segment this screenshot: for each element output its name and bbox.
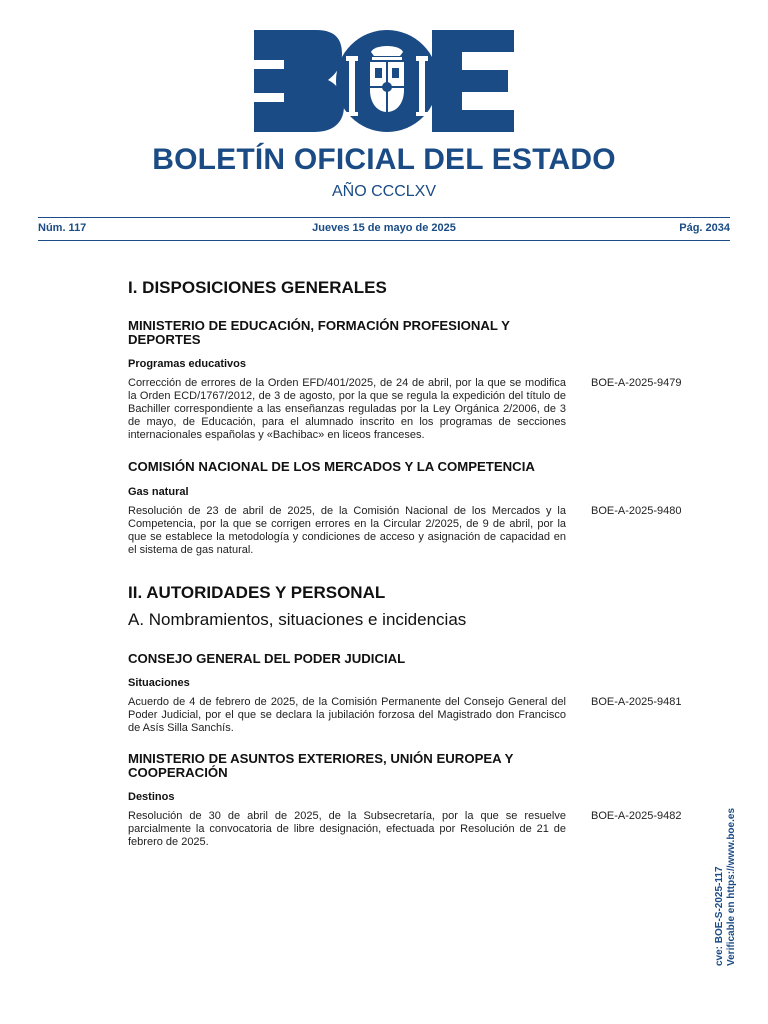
entry-text: Corrección de errores de la Orden EFD/401/2025, de 24 de abril, por la que se modifica la Orden ECD/1767/2012, de 3 de agosto, por la que se regula la expedición del título de Bachiller correspondiente a las enseñanzas reguladas por la Ley Orgánica 2/2006, de 3 de mayo, de Educación, para el alumnado inscrito en los programas de secciones internacionales españolas y «Bachibac» en liceos franceses.: [128, 377, 566, 441]
issue-date: Jueves 15 de mayo de 2025: [312, 222, 456, 234]
entry-reference-link[interactable]: BOE-A-2025-9482: [591, 810, 682, 822]
summary-entry: [128, 377, 728, 442]
header-rule-bottom: [38, 240, 730, 241]
subsection-title: A. Nombramientos, situaciones e incidencias: [128, 610, 467, 629]
entry-reference-link[interactable]: BOE-A-2025-9481: [591, 696, 682, 708]
summary-entry: [128, 810, 728, 849]
summary-entry: [128, 696, 728, 735]
category-heading: Situaciones: [128, 677, 190, 689]
boe-logo: [254, 30, 514, 132]
gazette-title: BOLETÍN OFICIAL DEL ESTADO: [152, 143, 616, 176]
entry-text: Resolución de 30 de abril de 2025, de la Subsecretaría, por la que se resuelve parcialmente la convocatoria de libre designación, efectuada por Resolución de 21 de febrero de 2025.: [128, 810, 566, 848]
verification-link[interactable]: Verificable en https://www.boe.es: [726, 807, 737, 966]
category-heading: Gas natural: [128, 486, 189, 498]
gazette-year: AÑO CCCLXV: [331, 183, 437, 200]
organization-heading: COMISIÓN NACIONAL DE LOS MERCADOS Y LA COMPETENCIA: [128, 459, 535, 474]
page-number: Pág. 2034: [679, 222, 730, 234]
organization-heading: MINISTERIO DE ASUNTOS EXTERIORES, UNIÓN EUROPEA Y COOPERACIÓN: [128, 751, 514, 780]
entry-reference-link[interactable]: BOE-A-2025-9479: [591, 377, 682, 389]
summary-content: [128, 278, 728, 849]
entry-text: Acuerdo de 4 de febrero de 2025, de la Comisión Permanente del Consejo General del Poder Judicial, por el que se declara la jubilación forzosa del Magistrado don Francisco de Asís Silla Sanchís.: [128, 696, 566, 734]
entry-reference-link[interactable]: BOE-A-2025-9480: [591, 505, 682, 517]
entry-text: Resolución de 23 de abril de 2025, de la Comisión Nacional de los Mercados y la Competencia, por la que se corrigen errores en la Circular 2/2025, de 9 de abril, por la que se establece la metodología y condiciones de acceso y asignación de capacidad en el sistema de gas natural.: [128, 505, 566, 556]
issue-number: Núm. 117: [38, 222, 87, 234]
organization-heading: CONSEJO GENERAL DEL PODER JUDICIAL: [128, 651, 406, 666]
header-meta: [38, 222, 730, 236]
cve-code: cve: BOE-S-2025-117: [714, 866, 725, 966]
category-heading: Programas educativos: [128, 358, 246, 370]
summary-entry: [128, 505, 728, 557]
category-heading: Destinos: [128, 791, 175, 803]
header-rule-top: [38, 217, 730, 218]
section-title-1: I. DISPOSICIONES GENERALES: [128, 278, 387, 297]
section-title-2: II. AUTORIDADES Y PERSONAL: [128, 583, 386, 602]
organization-heading: MINISTERIO DE EDUCACIÓN, FORMACIÓN PROFESIONAL Y DEPORTES: [128, 318, 510, 347]
